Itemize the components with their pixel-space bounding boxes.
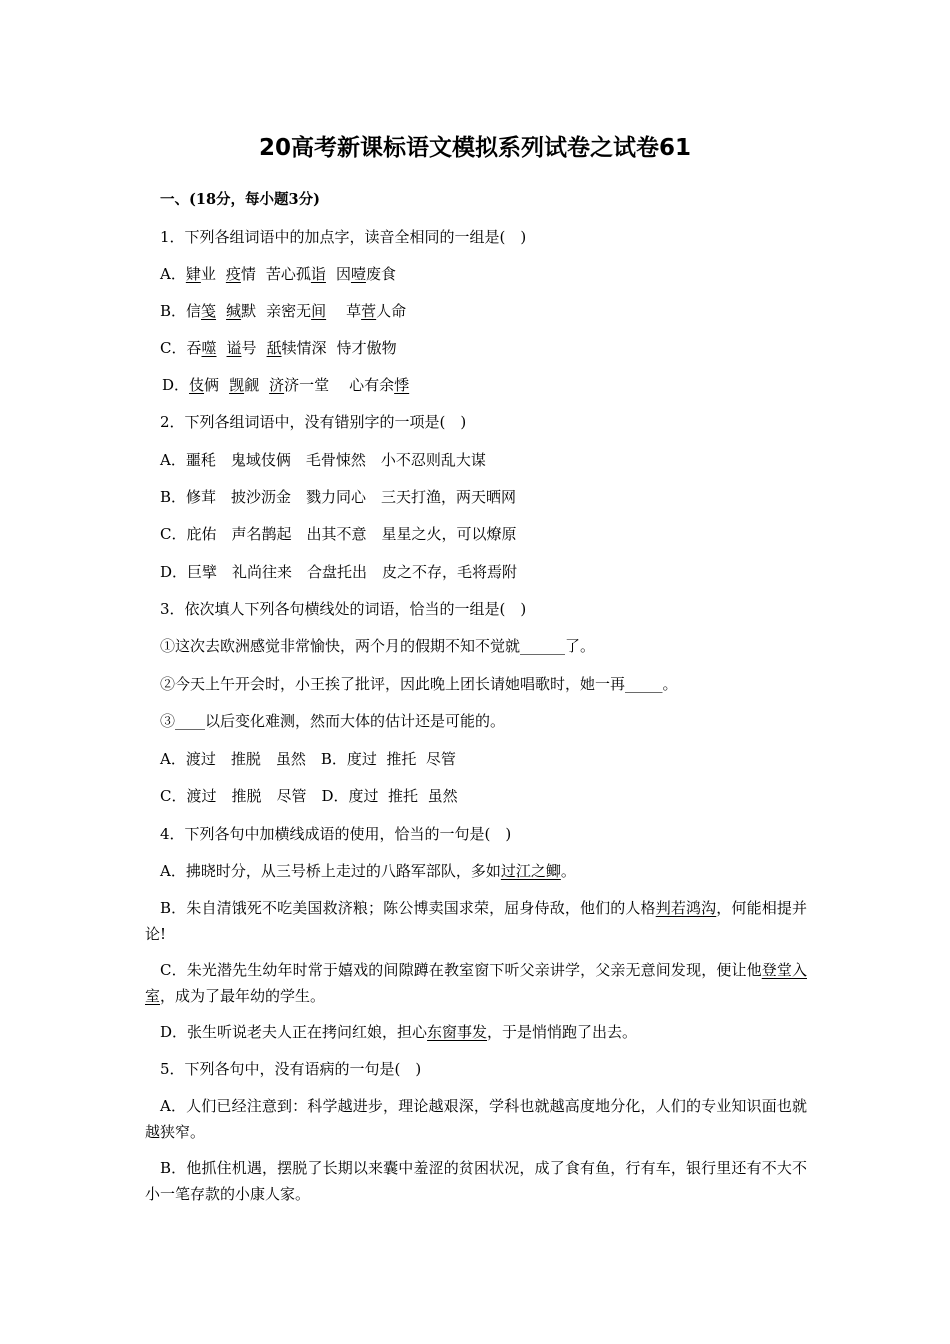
question-1-option-a: A．肄业 疫情 苦心孤诣 因噎废食 xyxy=(160,265,396,283)
question-1-option-d: D．伎俩 觊觎 济济一堂 心有余悸 xyxy=(162,376,410,394)
question-2-option-d: D．巨擘 礼尚往来 合盘托出 皮之不存，毛将焉附 xyxy=(160,563,518,581)
question-2-option-b: B．修茸 披沙沥金 戮力同心 三天打渔，两天晒网 xyxy=(160,488,517,506)
question-3-sentence-3: ③____以后变化难测，然而大体的估计还是可能的。 xyxy=(160,712,506,730)
question-3-sentence-2: ②今天上午开会时，小王挨了批评，因此晚上团长请她唱歌时，她一再_____。 xyxy=(160,675,678,693)
question-2-option-a: A．噩秏 鬼域伎俩 毛骨悚然 小不忍则乱大谋 xyxy=(160,451,486,469)
question-1-stem: 1．下列各组词语中的加点字，读音全相同的一组是( ) xyxy=(160,228,527,246)
question-4-option-d: D．张生听说老夫人正在拷问红娘，担心东窗事发，于是悄悄跑了出去。 xyxy=(160,1023,638,1041)
page-title: 20高考新课标语文模拟系列试卷之试卷61 xyxy=(258,135,691,161)
question-2-option-c: C．庇佑 声名鹊起 出其不意 星星之火，可以燎原 xyxy=(160,525,517,543)
question-2-stem: 2．下列各组词语中，没有错别字的一项是( ) xyxy=(160,413,467,431)
question-4-stem: 4．下列各句中加横线成语的使用，恰当的一句是( ) xyxy=(160,825,512,843)
question-3-stem: 3．依次填人下列各句横线处的词语，恰当的一组是( ) xyxy=(160,600,527,618)
question-5-option-a: A．人们已经注意到：科学越进步，理论越艰深，学科也就越高度地分化，人们的专业知识面也就越狭窄。 xyxy=(145,1097,807,1141)
question-5-option-b: B．他抓住机遇，摆脱了长期以来囊中羞涩的贫困状况，成了食有鱼，行有车，银行里还有不大不小一笔存款的小康人家。 xyxy=(145,1159,807,1203)
question-4-option-c: C．朱光潜先生幼年时常于嬉戏的间隙蹲在教室窗下听父亲讲学，父亲无意间发现，便让他登堂入室，成为了最年幼的学生。 xyxy=(145,961,807,1005)
question-1-option-c: C．吞噬 谥号 舐犊情深 恃才傲物 xyxy=(160,339,397,357)
question-1-option-b: B．信笺 缄默 亲密无间 草菅人命 xyxy=(160,302,407,320)
question-4-option-a: A．拂晓时分，从三号桥上走过的八路军部队，多如过江之鲫。 xyxy=(160,862,576,880)
question-4-option-b: B．朱自清饿死不吃美国救济粮；陈公博卖国求荣，屈身侍敌，他们的人格判若鸿沟，何能相提并论! xyxy=(145,899,807,943)
section-heading: 一、(18分，每小题3分) xyxy=(160,191,320,208)
question-3-options-cd: C．渡过 推脱 尽管 D．度过 推托 虽然 xyxy=(160,787,458,805)
question-5-stem: 5．下列各句中，没有语病的一句是( ) xyxy=(160,1060,422,1078)
question-3-sentence-1: ①这次去欧洲感觉非常愉快，两个月的假期不知不觉就______了。 xyxy=(160,637,596,655)
question-3-options-ab: A．渡过 推脱 虽然 B．度过 推托 尽管 xyxy=(160,750,456,768)
